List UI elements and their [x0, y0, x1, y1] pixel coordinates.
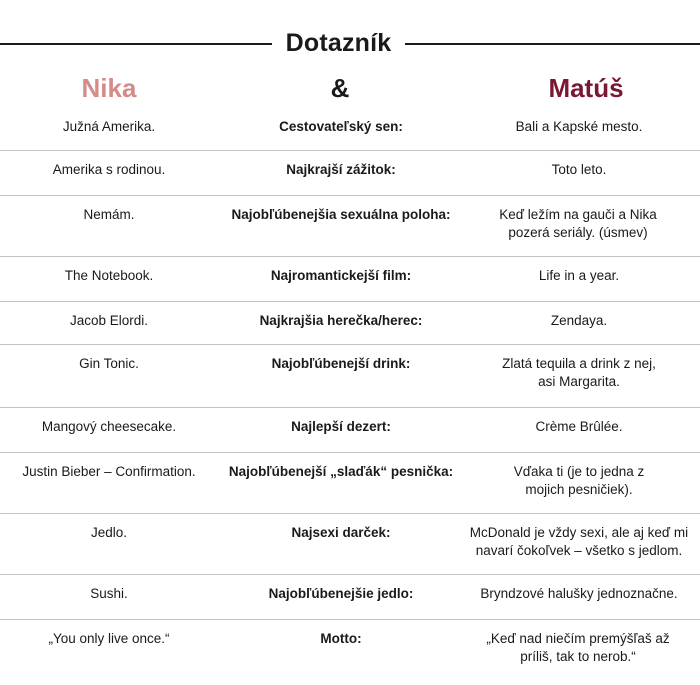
- table-row: [0, 620, 700, 684]
- title-divider-left: [0, 43, 272, 45]
- title-divider-right: [405, 43, 700, 45]
- answer-matus: Zlatá tequila a drink z nej, asi Margarita.: [502, 356, 656, 389]
- answer-nika: Južná Amerika.: [62, 119, 156, 134]
- question-label: Najsexi darček:: [291, 525, 391, 540]
- answer-nika: The Notebook.: [64, 268, 154, 283]
- answer-nika: Jacob Elordi.: [69, 313, 149, 328]
- answer-nika: Sushi.: [90, 586, 128, 601]
- table-row: [0, 453, 700, 514]
- answer-matus: „Keď nad niečím premýšľaš až príliš, tak to nerob.“: [486, 631, 670, 664]
- table-row: [0, 302, 700, 345]
- table-row: [0, 108, 700, 151]
- page-title: Dotazník: [285, 29, 392, 57]
- answer-matus: McDonald je vždy sexi, ale aj keď mi navarí čokoľvek – všetko s jedlom.: [469, 525, 689, 558]
- title-bar: [0, 26, 700, 60]
- ampersand: &: [330, 73, 350, 103]
- table-row: [0, 575, 700, 620]
- table-row: [0, 408, 700, 453]
- answer-matus: Vďaka ti (je to jedna z mojich pesničiek).: [513, 464, 645, 497]
- answer-matus: Life in a year.: [538, 268, 620, 283]
- answer-nika: Nemám.: [83, 207, 135, 222]
- question-label: Najkrajší zážitok:: [286, 162, 396, 177]
- answer-nika: Jedlo.: [90, 525, 128, 540]
- answer-nika: Mangový cheesecake.: [41, 419, 177, 434]
- question-label: Najobľúbenejší „slaďák“ pesnička:: [228, 464, 454, 479]
- question-label: Najromantickejší film:: [270, 268, 412, 283]
- question-label: Najobľúbenejšie jedlo:: [268, 586, 414, 601]
- answer-nika: Gin Tonic.: [79, 356, 139, 371]
- table-row: [0, 257, 700, 302]
- question-label: Motto:: [320, 631, 362, 646]
- answer-nika: „You only live once.“: [48, 631, 170, 646]
- table-row: [0, 345, 700, 408]
- question-label: Najobľúbenejšia sexuálna poloha:: [231, 207, 451, 222]
- question-label: Najkrajšia herečka/herec:: [259, 313, 423, 328]
- name-nika: Nika: [81, 73, 137, 103]
- name-matus: Matúš: [548, 73, 624, 103]
- table-row: [0, 514, 700, 575]
- question-label: Najobľúbenejší drink:: [271, 356, 411, 371]
- answer-nika: Justin Bieber – Confirmation.: [22, 464, 196, 479]
- table-row: [0, 151, 700, 196]
- table-row: [0, 196, 700, 257]
- question-label: Najlepší dezert:: [291, 419, 391, 434]
- question-label: Cestovateľský sen:: [279, 119, 403, 134]
- answer-matus: Zendaya.: [550, 313, 608, 328]
- answer-matus: Keď ležím na gauči a Nika pozerá seriály. (úsmev): [499, 207, 657, 240]
- answer-matus: Crème Brûlée.: [535, 419, 623, 434]
- names-header: [0, 68, 700, 108]
- answer-matus: Toto leto.: [551, 162, 607, 177]
- answer-matus: Bryndzové halušky jednoznačne.: [480, 586, 678, 601]
- answer-matus: Bali a Kapské mesto.: [515, 119, 643, 134]
- answer-nika: Amerika s rodinou.: [52, 162, 166, 177]
